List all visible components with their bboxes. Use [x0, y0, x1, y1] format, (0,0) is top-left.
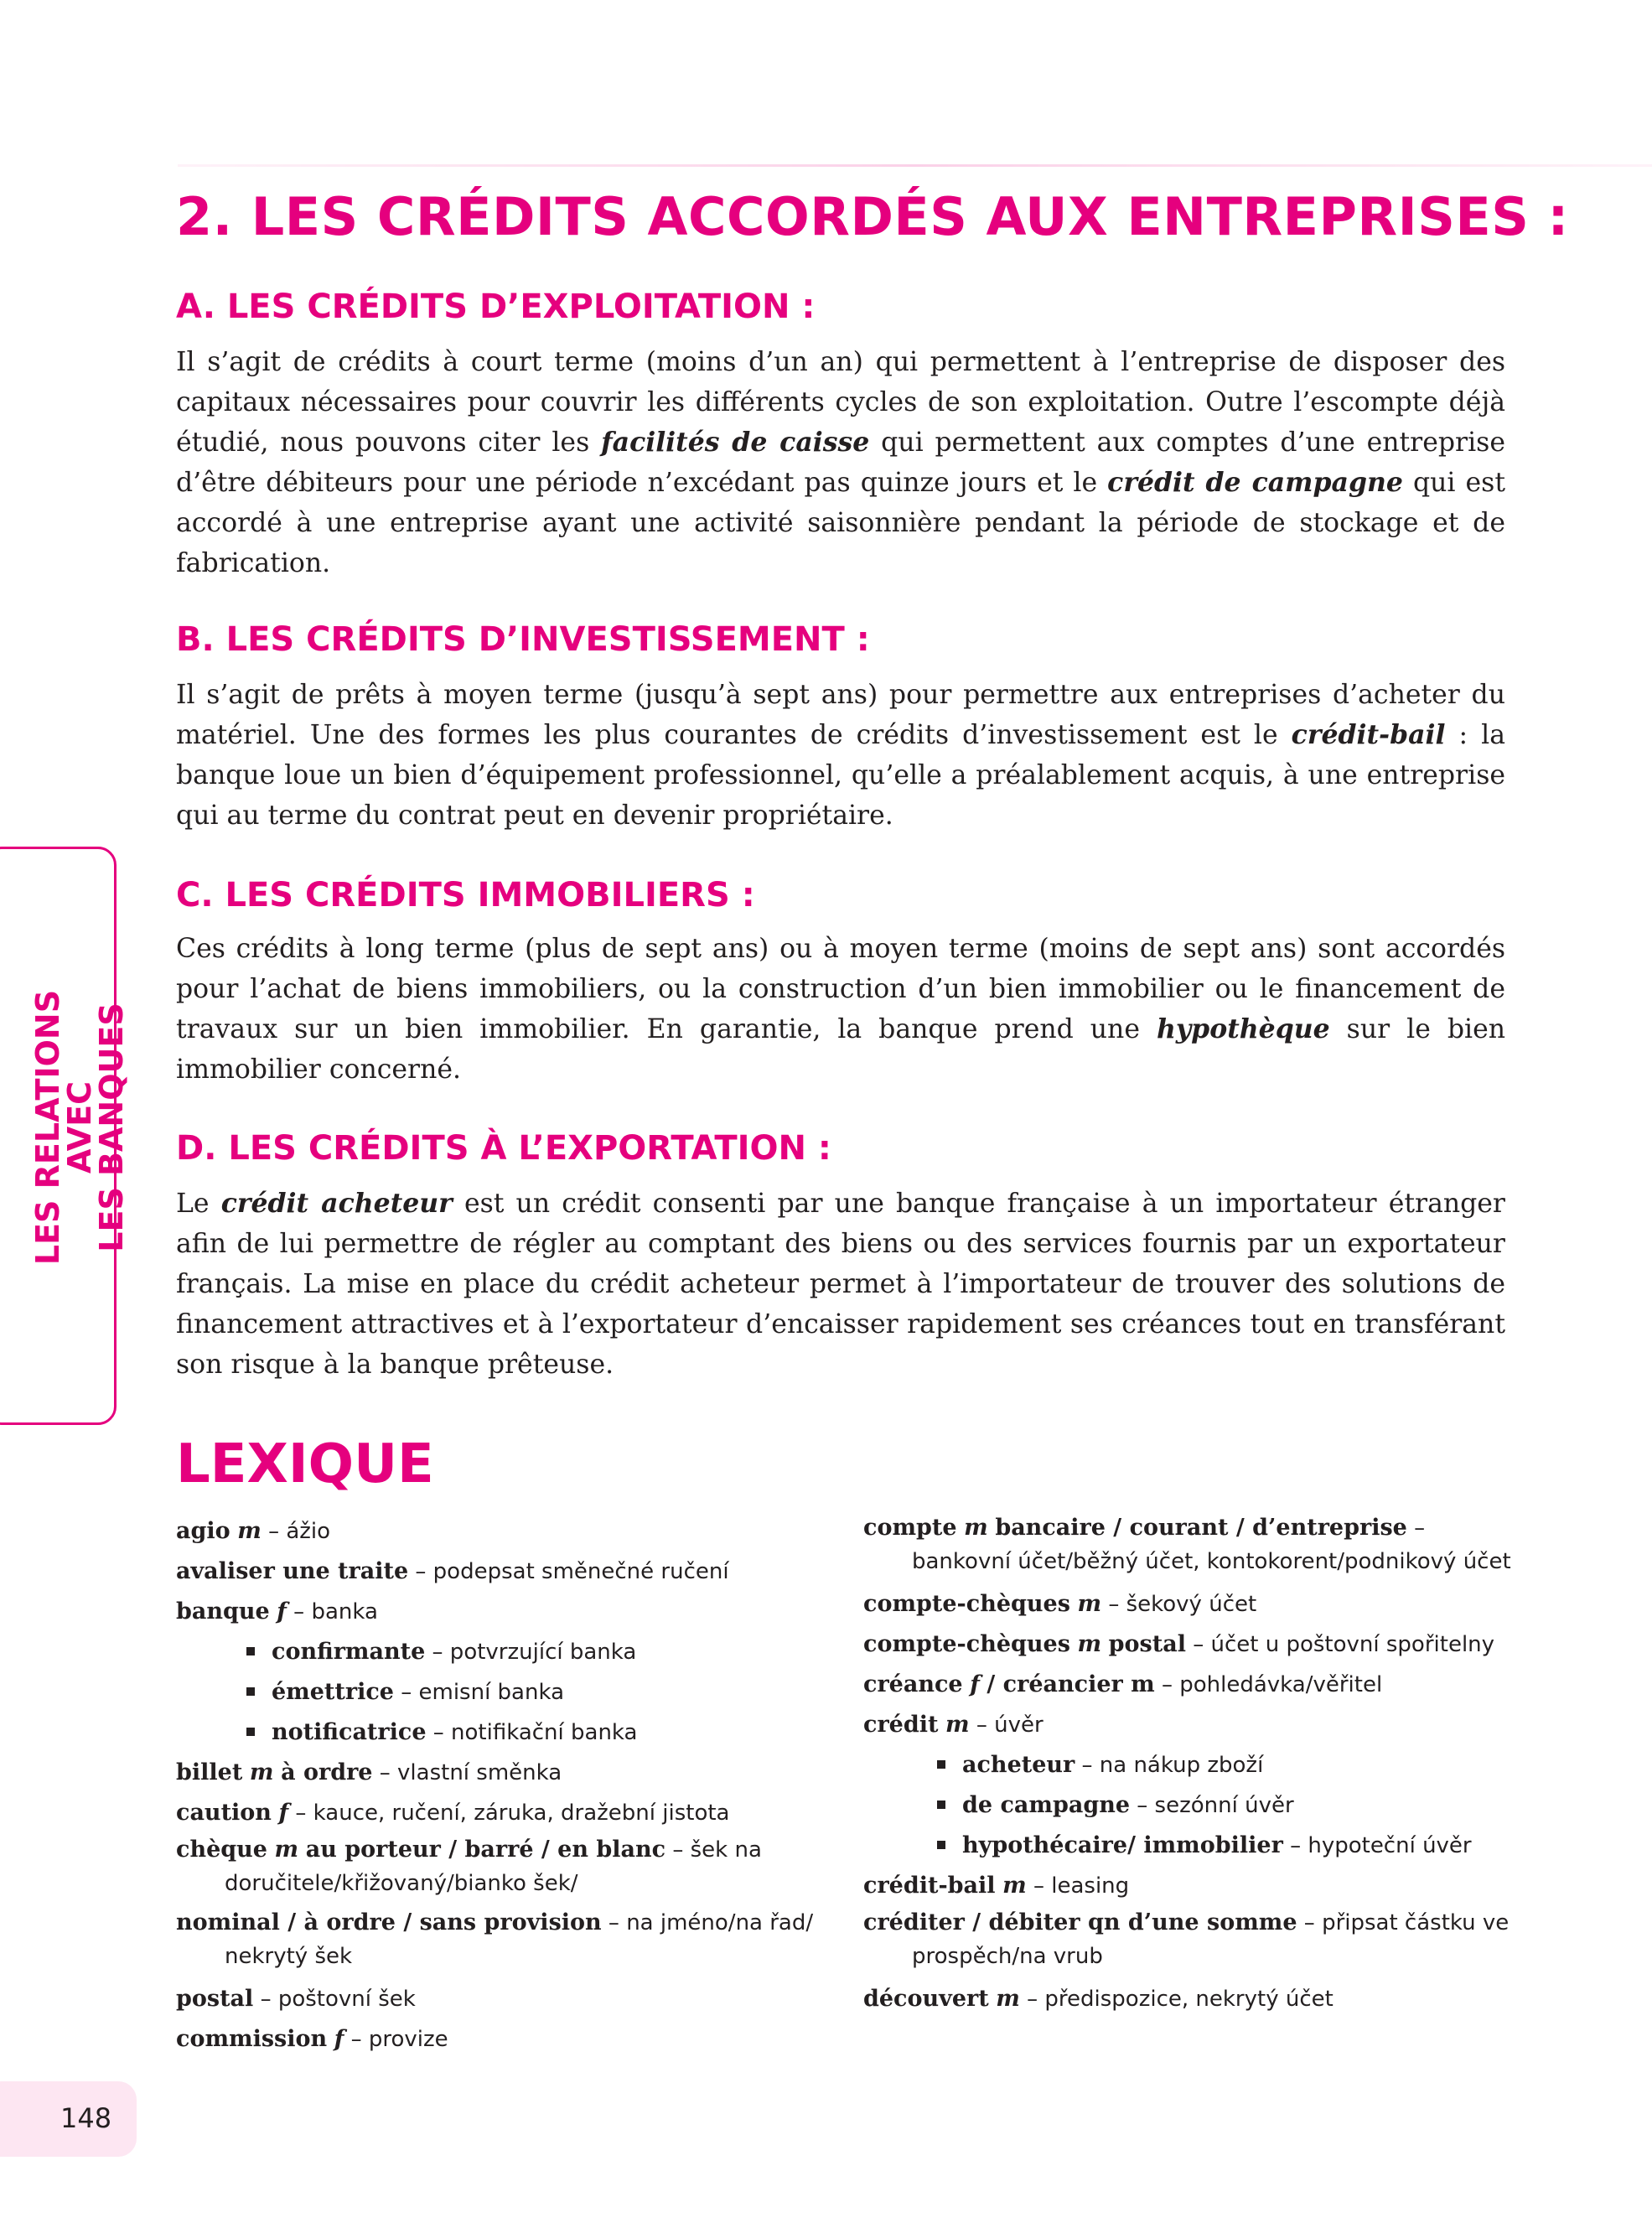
lexique-entry — [863, 1906, 1517, 1979]
lexique-translation: – bankovní účet/běžný účet, kontokorent/podnikový účet — [912, 1516, 1511, 1574]
lexique-translation: – vlastní směnka — [372, 1760, 562, 1785]
lexique-term: crédit-bail — [863, 1873, 996, 1899]
lexique-term: hypothécaire/ immobilier — [962, 1832, 1283, 1858]
lexique-gender: f — [970, 1671, 980, 1697]
lexique-entry — [176, 1511, 847, 1552]
lexique-entry-text — [248, 1719, 637, 1745]
lexique-term: commission — [176, 2026, 328, 2052]
bullet-square-icon — [937, 1801, 945, 1809]
bullet-square-icon — [937, 1841, 945, 1849]
lexique-term: de campagne — [962, 1792, 1131, 1818]
lexique-entry-text — [939, 1792, 1294, 1818]
text-run: : la banque loue un bien d’équipement professionnel, qu’elle a préalablement acquis, à une entreprise qui au terme du contrat peut en devenir propriétaire. — [176, 720, 1505, 831]
lexique-term: créditer / débiter qn d’une somme — [863, 1909, 1297, 1935]
lexique-gender: m — [249, 1759, 274, 1785]
section-title-exploitation: A. LES CRÉDITS D’EXPLOITATION : — [176, 288, 816, 326]
lexique-term: notificatrice — [272, 1719, 427, 1745]
lexique-gender: f — [278, 1800, 289, 1826]
text-run: qui permettent aux comptes d’une entreprise d’être débiteurs pour une période n’excédant pas quinze jours et le — [176, 427, 1505, 498]
lexique-entry — [863, 1826, 1517, 1866]
lexique-entry — [863, 1624, 1517, 1665]
lexique-column-left — [176, 1511, 847, 2060]
lexique-term: créance — [863, 1671, 963, 1697]
lexique-entry-text — [248, 1679, 564, 1705]
lexique-gender: m — [996, 1986, 1020, 2012]
lexique-translation: – účet u poštovní spořitelny — [1185, 1632, 1495, 1657]
lexique-entry — [863, 1979, 1517, 2019]
lexique-term-rest: au porteur / barré / en blanc — [305, 1837, 666, 1863]
lexique-gender: m — [274, 1837, 299, 1863]
lexique-translation: – kauce, ručení, záruka, dražební jistota — [288, 1801, 730, 1826]
lexique-term-rest: bancaire / courant / d’entreprise — [995, 1515, 1407, 1541]
lexique-term: chèque — [176, 1837, 267, 1863]
lexique-gender: m — [945, 1712, 970, 1738]
chapter-side-label-line1: LES RELATIONS AVEC — [29, 989, 98, 1266]
lexique-term: confirmante — [272, 1639, 426, 1665]
lexique-entry — [863, 1785, 1517, 1826]
section-title-investissement: B. LES CRÉDITS D’INVESTISSEMENT : — [176, 620, 870, 659]
lexique-entry — [176, 1592, 847, 1632]
lexique-translation: – na jméno/na řad/ nekrytý šek — [225, 1910, 814, 1969]
lexique-term: postal — [176, 1986, 254, 2012]
lexique-term: acheteur — [962, 1752, 1075, 1778]
lexique-gender: m — [964, 1515, 988, 1541]
lexique-column-right — [863, 1511, 1517, 2019]
lexique-term-rest: postal — [1108, 1631, 1186, 1657]
lexique-translation: – ážio — [261, 1519, 331, 1544]
lexique-entry — [176, 1793, 847, 1833]
lexique-translation: – notifikační banka — [426, 1720, 638, 1745]
lexique-term: avaliser une traite — [176, 1558, 409, 1584]
section-text-exploitation — [176, 342, 1505, 583]
lexique-gender: f — [277, 1598, 287, 1624]
text-run: Le — [176, 1189, 221, 1219]
lexique-gender: f — [334, 2026, 344, 2052]
page-number: 148 — [60, 2102, 112, 2134]
lexique-translation: – potvrzující banka — [425, 1640, 637, 1665]
lexique-gender: m — [1002, 1873, 1027, 1899]
lexique-entry-text — [248, 1639, 636, 1665]
term-credit-acheteur: crédit acheteur — [220, 1188, 453, 1219]
lexique-translation: – pohledávka/věřitel — [1154, 1672, 1383, 1697]
lexique-translation: – šek na doručitele/křižovaný/bianko šek/ — [225, 1837, 762, 1896]
text-run: sur le bien immobilier concerné. — [176, 1014, 1506, 1085]
lexique-entry-text — [939, 1752, 1263, 1778]
chapter-side-label — [29, 947, 130, 1308]
lexique-term: banque — [176, 1598, 270, 1624]
chapter-side-label-line2: LES BANQUES — [93, 1003, 130, 1252]
lexique-entry — [863, 1745, 1517, 1785]
lexique-term-rest: / créancier m — [987, 1671, 1155, 1697]
lexique-term: compte — [863, 1515, 957, 1541]
lexique-term: nominal / à ordre / sans provision — [176, 1909, 602, 1935]
lexique-entry — [863, 1584, 1517, 1624]
lexique-entry — [176, 2019, 847, 2060]
lexique-entry — [176, 1552, 847, 1592]
lexique-entry — [863, 1511, 1517, 1584]
lexique-term: agio — [176, 1518, 230, 1544]
lexique-translation: – banka — [286, 1599, 378, 1624]
lexique-entry-text — [939, 1832, 1472, 1858]
bullet-square-icon — [246, 1728, 255, 1736]
term-credit-bail: crédit-bail — [1291, 719, 1446, 750]
term-hypotheque: hypothèque — [1156, 1013, 1330, 1044]
lexique-term: compte-chèques — [863, 1631, 1070, 1657]
page-title: 2. LES CRÉDITS ACCORDÉS AUX ENTREPRISES : — [176, 186, 1569, 247]
lexique-title: LEXIQUE — [176, 1433, 434, 1495]
lexique-gender: m — [1077, 1631, 1102, 1657]
section-title-exportation: D. LES CRÉDITS À L’EXPORTATION : — [176, 1129, 831, 1168]
lexique-translation: – emisní banka — [393, 1680, 565, 1705]
text-run: Ces crédits à long terme (plus de sept ans) ou à moyen terme (moins de sept ans) sont accordés pour l’achat de biens immobiliers, ou la construction d’un bien immobilier ou le financement de travaux sur un bien immobilier. En garantie, la banque prend une — [176, 934, 1505, 1044]
lexique-translation: – hypoteční úvěr — [1282, 1833, 1472, 1858]
text-run: qui est accordé à une entreprise ayant une activité saisonnière pendant la période de stockage et de fabrication. — [176, 468, 1505, 578]
top-rule — [178, 164, 1652, 167]
lexique-entry — [176, 1712, 847, 1753]
text-run: Il s’agit de prêts à moyen terme (jusqu’à sept ans) pour permettre aux entreprises d’acheter du matériel. Une des formes les plus courantes de crédits d’investissement est le — [176, 680, 1505, 750]
lexique-gender: m — [237, 1518, 262, 1544]
lexique-entry — [176, 1906, 847, 1979]
lexique-translation: – sezónní úvěr — [1130, 1793, 1294, 1818]
lexique-entry — [863, 1705, 1517, 1745]
bullet-square-icon — [246, 1647, 255, 1655]
text-run: Il s’agit de crédits à court terme (moins d’un an) qui permettent à l’entreprise de disposer des capitaux nécessaires pour couvrir les différents cycles de son exploitation. Outre l’escompte déjà étudié, nous pouvons citer les — [176, 347, 1505, 458]
term-facilites-de-caisse: facilités de caisse — [601, 427, 870, 458]
lexique-entry — [176, 1753, 847, 1793]
bullet-square-icon — [246, 1687, 255, 1696]
lexique-term: émettrice — [272, 1679, 394, 1705]
lexique-term-rest: à ordre — [281, 1759, 373, 1785]
section-text-immobiliers — [176, 929, 1505, 1090]
term-credit-de-campagne: crédit de campagne — [1107, 467, 1403, 498]
lexique-term: crédit — [863, 1712, 939, 1738]
lexique-term: caution — [176, 1800, 272, 1826]
lexique-entry — [863, 1665, 1517, 1705]
lexique-entry — [863, 1866, 1517, 1906]
lexique-translation: – provize — [344, 2027, 448, 2052]
section-text-investissement — [176, 675, 1505, 836]
lexique-translation: – poštovní šek — [253, 1987, 416, 2012]
section-title-immobiliers: C. LES CRÉDITS IMMOBILIERS : — [176, 876, 755, 915]
lexique-translation: – šekový účet — [1101, 1592, 1257, 1617]
text-run: est un crédit consenti par une banque française à un importateur étranger afin de lui permettre de régler au comptant des biens ou des services fournis par un exportateur français. La mise en place du crédit acheteur permet à l’importateur de trouver des solutions de financement attractives et à l’exportateur d’encaisser rapidement ses créances tout en transférant son risque à la banque prêteuse. — [176, 1189, 1505, 1380]
lexique-entry — [176, 1979, 847, 2019]
lexique-entry — [176, 1833, 847, 1906]
lexique-gender: m — [1077, 1591, 1102, 1617]
lexique-translation: – na nákup zboží — [1075, 1753, 1264, 1778]
lexique-term: découvert — [863, 1986, 989, 2012]
section-text-exportation — [176, 1184, 1505, 1385]
lexique-term: compte-chèques — [863, 1591, 1070, 1617]
lexique-entry — [176, 1632, 847, 1672]
lexique-term: billet — [176, 1759, 243, 1785]
lexique-entry — [176, 1672, 847, 1712]
lexique-translation: – leasing — [1026, 1873, 1130, 1899]
lexique-translation: – podepsat směnečné ručení — [408, 1559, 729, 1584]
lexique-translation: – připsat částku ve prospěch/na vrub — [912, 1910, 1510, 1969]
lexique-translation: – předispozice, nekrytý účet — [1019, 1987, 1334, 2012]
lexique-translation: – úvěr — [969, 1712, 1044, 1738]
bullet-square-icon — [937, 1760, 945, 1769]
